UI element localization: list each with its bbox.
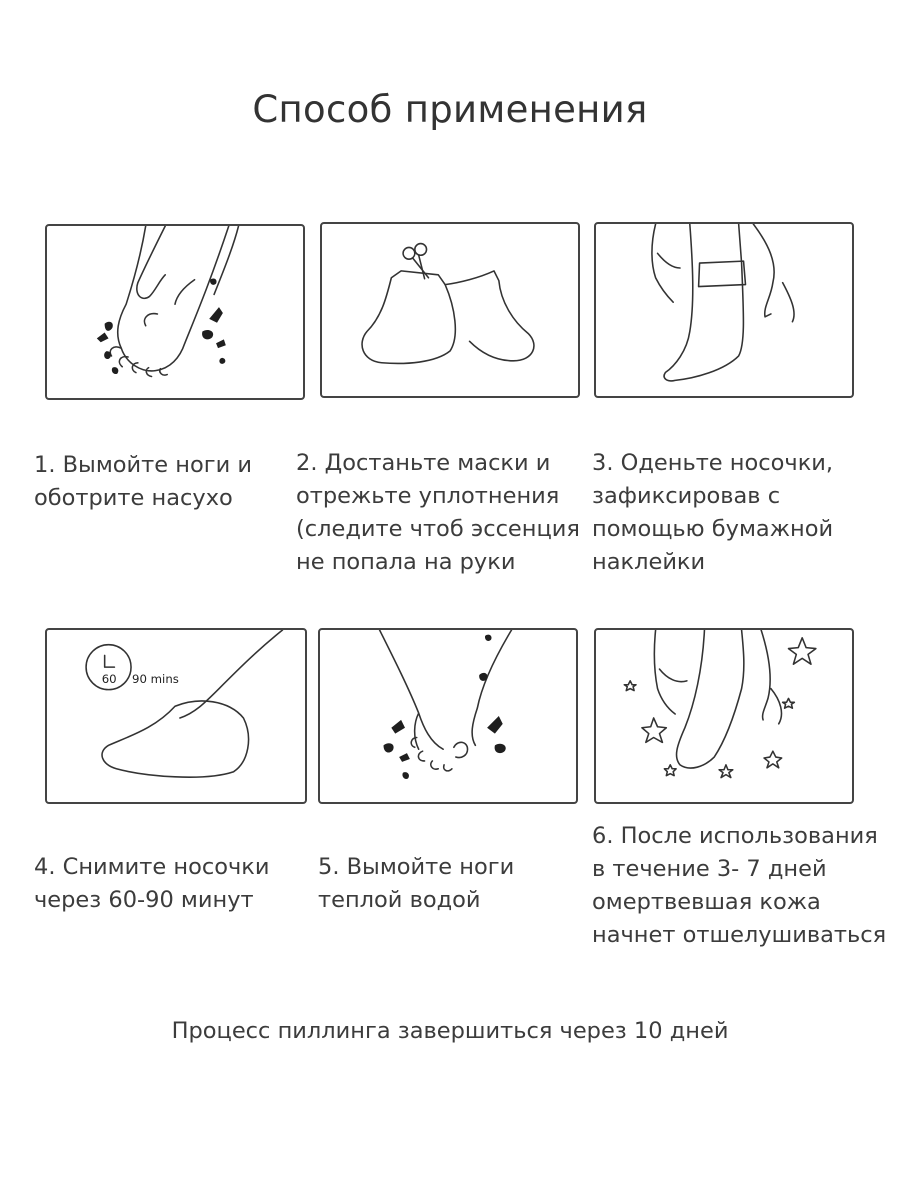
step-5-text: 5. Вымойте ноги теплой водой (318, 854, 515, 913)
step-6-text: 6. После использования в течение 3- 7 дней омертвевшая кожа начнет отшелушиваться (592, 823, 887, 948)
rinsing-feet-icon (318, 628, 578, 804)
washing-feet-icon (45, 224, 305, 400)
step-4-text: 4. Снимите носочки через 60-90 минут (34, 854, 270, 913)
step-1-text: 1. Вымойте ноги и оботрите насухо (34, 452, 252, 511)
timer-end-label: 90 mins (132, 671, 179, 686)
page-title: Способ применения (252, 88, 648, 131)
step-2-text: 2. Достаньте маски и отрежьте уплотнения (следите чтоб эссенция не попала на руки (296, 450, 580, 575)
scissors-socks-icon (320, 222, 580, 398)
timer-start-label: 60 (101, 671, 117, 686)
step-3-text: 3. Оденьте носочки, зафиксировав с помощью бумажной наклейки (592, 450, 834, 575)
smooth-feet-stars-icon (594, 628, 854, 804)
timer-sock-icon (45, 628, 307, 804)
wearing-sock-icon (594, 222, 854, 398)
footer-note: Процесс пиллинга завершиться через 10 дней (171, 1018, 729, 1044)
